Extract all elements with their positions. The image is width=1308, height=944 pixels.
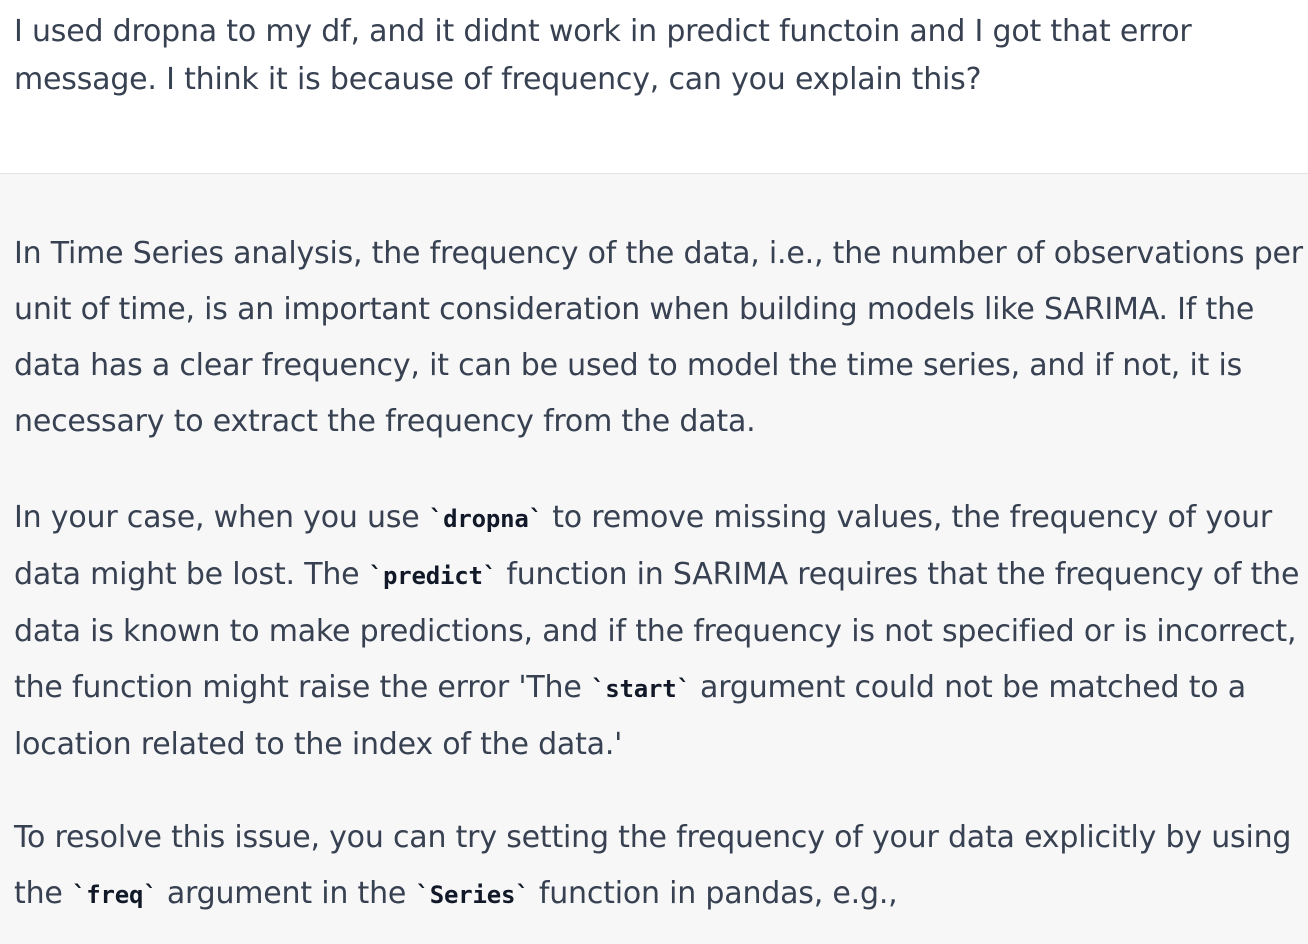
assistant-message: [0, 174, 1308, 944]
text-segment: argument in the: [157, 876, 416, 911]
user-message-line: message. I think it is because of frequency, can you explain this?: [14, 62, 982, 97]
paragraph-line: To resolve this issue, you can try setting the frequency of your data explicitly by using: [14, 820, 1292, 855]
assistant-paragraph-frequency: [14, 226, 1308, 450]
paragraph-line: [14, 547, 1308, 604]
user-message-text: [14, 8, 1294, 104]
paragraph-line: location related to the index of the data.': [14, 727, 623, 762]
paragraph-line: [14, 660, 1308, 717]
text-segment: function in pandas, e.g.,: [529, 876, 898, 911]
user-message: [0, 0, 1308, 174]
inline-code-series: `Series`: [415, 881, 530, 909]
paragraph-line: data is known to make predictions, and if the frequency is not specified or is incorrect,: [14, 614, 1297, 649]
paragraph-line: [14, 866, 1308, 923]
assistant-paragraph-resolve: [14, 810, 1308, 923]
paragraph-line: unit of time, is an important consideration when building models like SARIMA. If the: [14, 292, 1255, 327]
text-segment: the: [14, 876, 72, 911]
inline-code-dropna: `dropna`: [428, 505, 543, 533]
paragraph-line: data has a clear frequency, it can be used to model the time series, and if not, it is: [14, 348, 1243, 383]
paragraph-line: necessary to extract the frequency from the data.: [14, 404, 756, 439]
text-segment: argument could not be matched to a: [690, 670, 1246, 705]
text-segment: to remove missing values, the frequency of your: [542, 500, 1273, 535]
paragraph-line: [14, 490, 1308, 547]
text-segment: In your case, when you use: [14, 500, 429, 535]
text-segment: function in SARIMA requires that the frequency of the: [497, 557, 1300, 592]
inline-code-start: `start`: [590, 675, 691, 703]
inline-code-predict: `predict`: [368, 562, 497, 590]
user-message-line: I used dropna to my df, and it didnt work in predict functoin and I got that error: [14, 14, 1192, 49]
text-segment: data might be lost. The: [14, 557, 369, 592]
assistant-paragraph-dropna: [14, 490, 1308, 773]
text-segment: the function might raise the error 'The: [14, 670, 591, 705]
inline-code-freq: `freq`: [71, 881, 158, 909]
paragraph-line: In Time Series analysis, the frequency of the data, i.e., the number of observations per: [14, 236, 1303, 271]
